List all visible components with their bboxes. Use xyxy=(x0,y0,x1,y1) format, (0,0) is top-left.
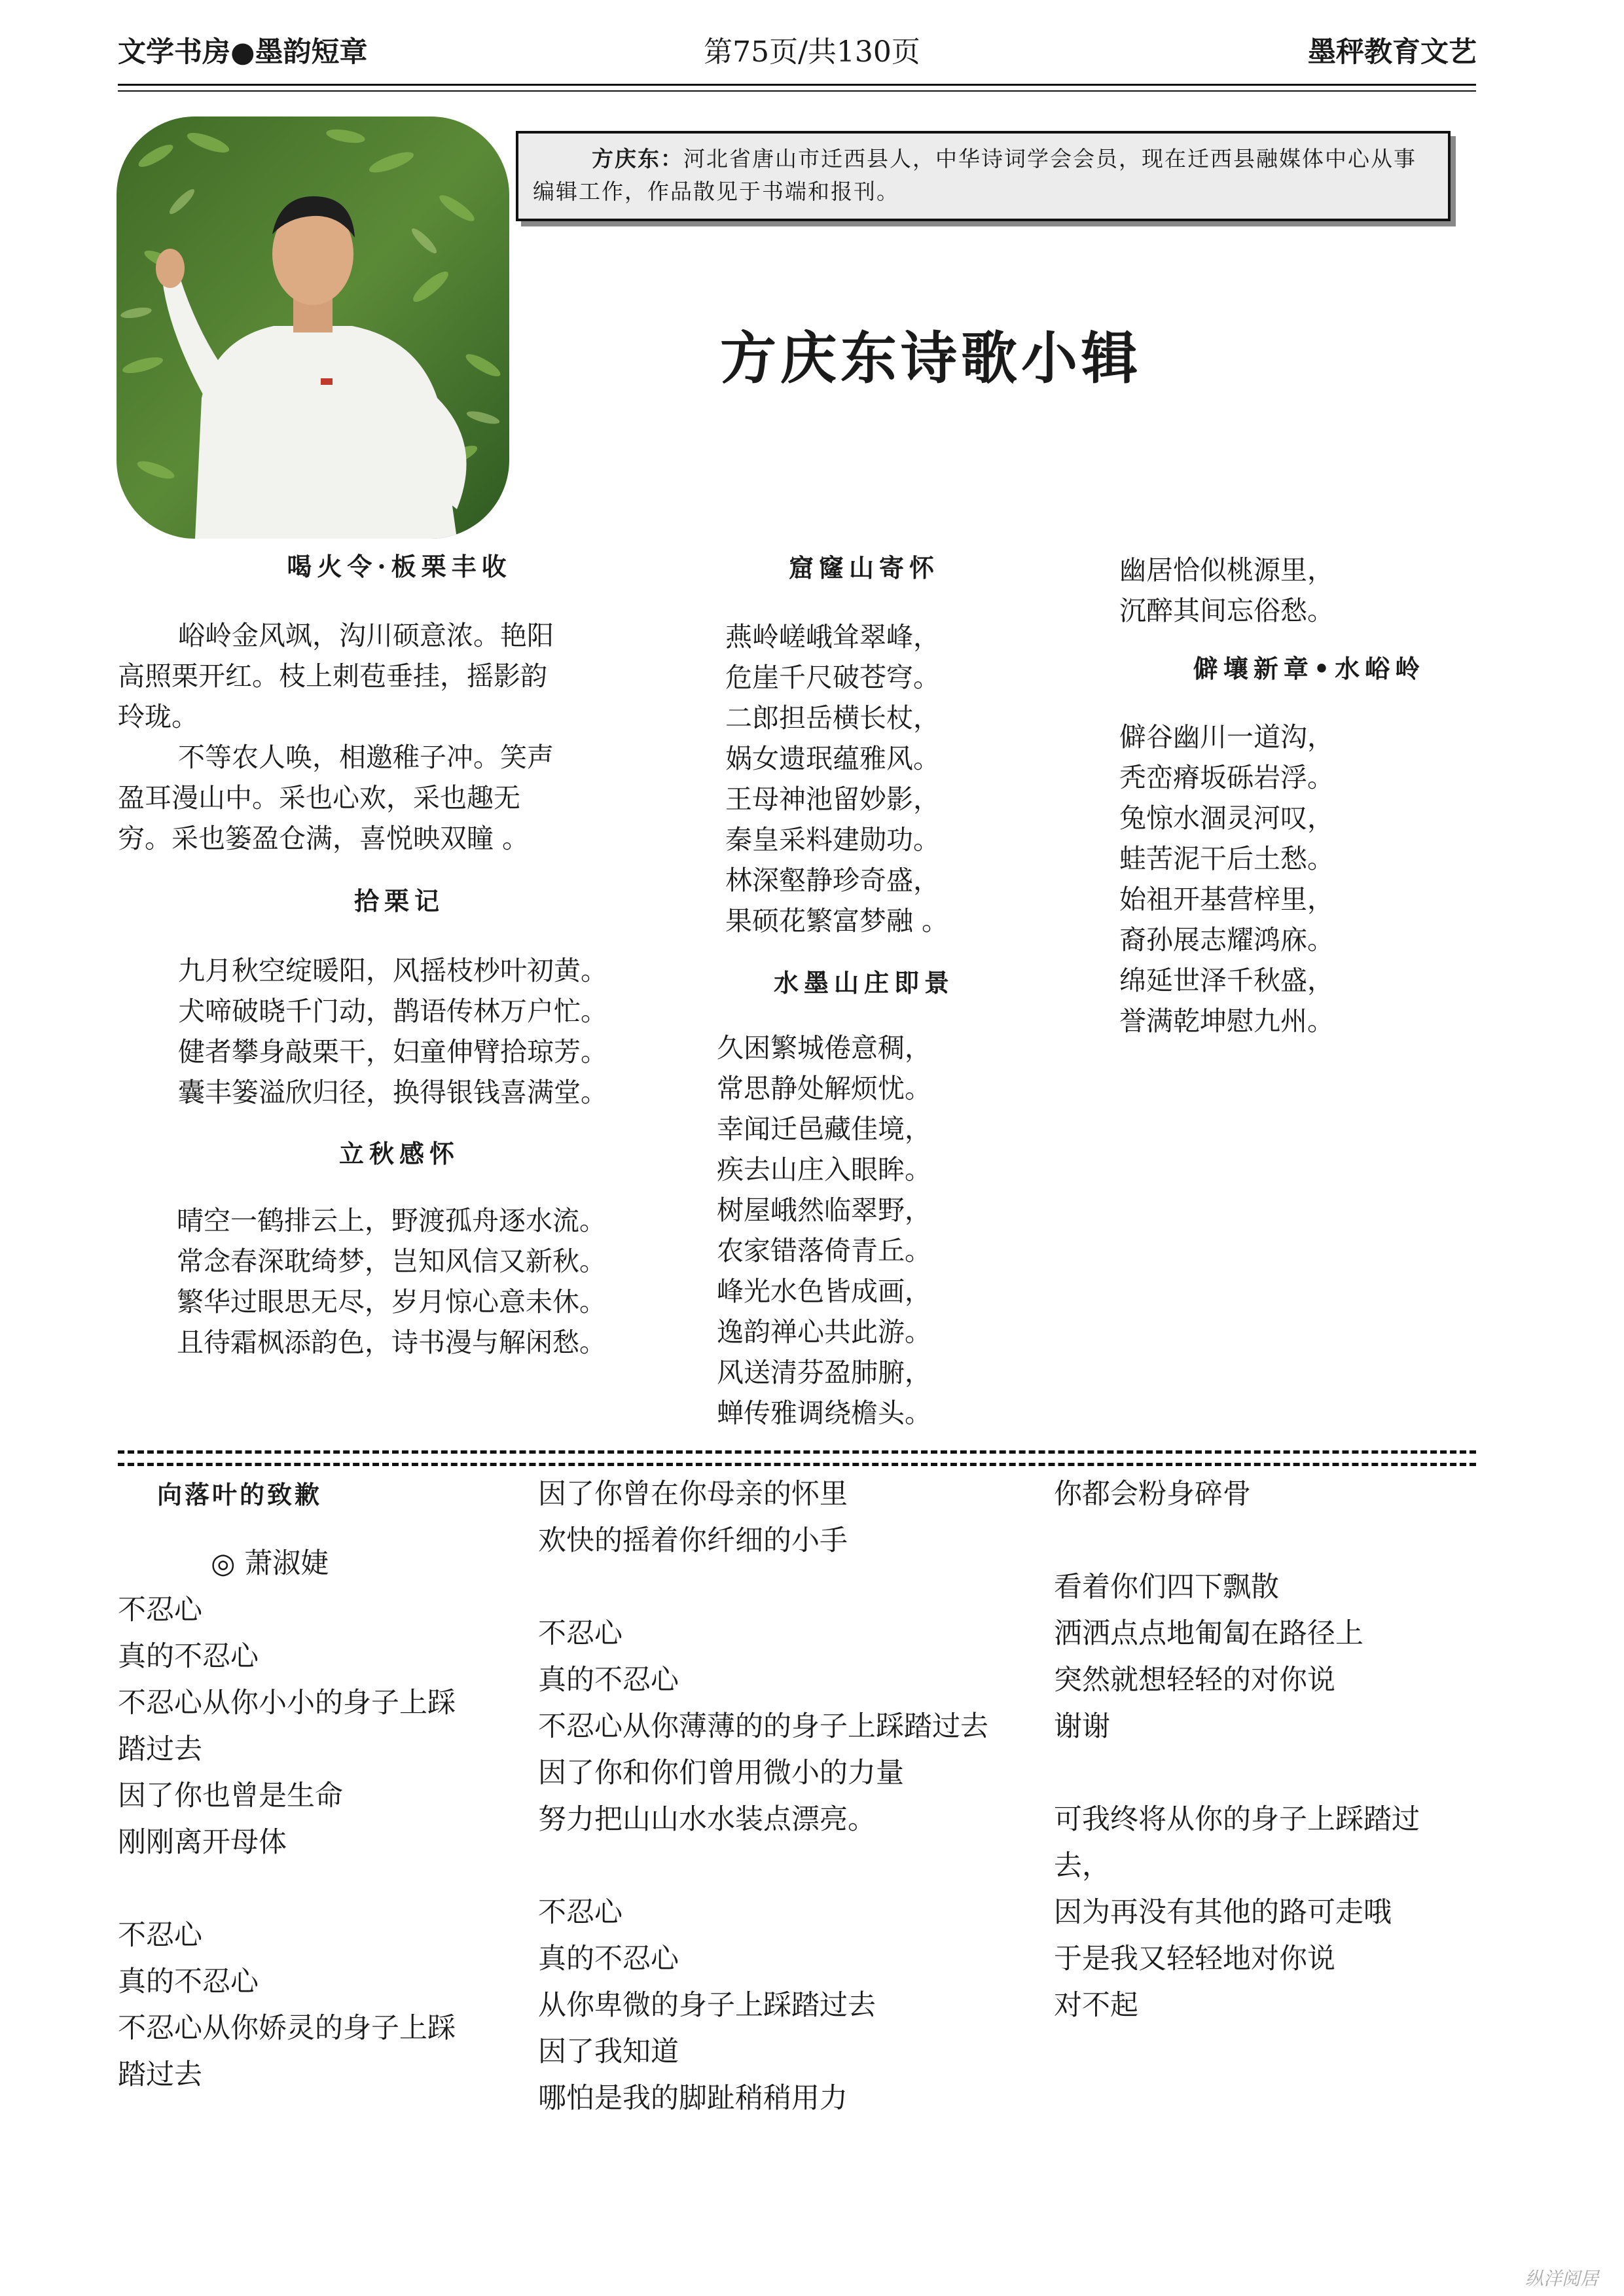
poem-line: 常思静处解烦忧。 xyxy=(717,1073,931,1104)
poem-line: 真的不忍心 xyxy=(118,1965,259,1998)
poem-line xyxy=(538,1564,988,1611)
poem-line: 因为再没有其他的路可走哦 xyxy=(1054,1896,1392,1929)
poem-line: 不忍心从你小小的身子上踩 xyxy=(118,1687,456,1719)
poem-luoye-col3 xyxy=(1054,1471,1420,2029)
poem-line: 对不起 xyxy=(1054,1989,1138,2022)
poem-title-kulongshan: 窟窿山寄怀 xyxy=(788,553,939,583)
poem-line: 常念春深耽绮梦，岂知风信又新秋。 xyxy=(177,1246,606,1277)
poem-title-luoye: 向落叶的致歉 xyxy=(157,1480,323,1509)
poem-line: 秦皇采料建勋功。 xyxy=(725,824,940,855)
poem-line: 于是我又轻轻地对你说 xyxy=(1054,1943,1335,1975)
poem-line: 誉满乾坤慰九州。 xyxy=(1119,1005,1334,1037)
poem-line: 繁华过眼思无尽，岁月惊心意未休。 xyxy=(177,1286,606,1318)
poem-line: 果硕花繁富梦融 。 xyxy=(725,905,949,937)
poem-line: 僻谷幽川一道沟， xyxy=(1119,721,1334,753)
poem-line: 努力把山山水水装点漂亮。 xyxy=(538,1803,876,1836)
poem-title-shuiyuling: 僻壤新章•水峪岭 xyxy=(1193,654,1426,683)
poem-line: 始祖开基营梓里， xyxy=(1119,884,1334,915)
author-bio-box xyxy=(516,131,1451,221)
poem-line: 刚刚离开母体 xyxy=(118,1826,287,1859)
poem-line: 久困繁城倦意稠， xyxy=(717,1032,931,1064)
poem-line: 且待霜枫添韵色，诗书漫与解闲愁。 xyxy=(177,1327,606,1358)
poem-line: 欢快的摇着你纤细的小手 xyxy=(538,1524,848,1557)
poem-line: 因了我知道 xyxy=(538,2036,679,2068)
poem-line: 峰光水色皆成画， xyxy=(717,1276,931,1307)
poem-liqiu xyxy=(177,1200,606,1363)
poem-line: 树屋峨然临翠野， xyxy=(717,1194,931,1226)
poem-line xyxy=(1054,1750,1420,1797)
poem-line: 因了你也曾是生命 xyxy=(118,1780,343,1812)
poem-line: 真的不忍心 xyxy=(538,1943,679,1975)
poem-line: 因了你曾在你母亲的怀里 xyxy=(538,1478,848,1511)
poem-line: 盈耳漫山中。采也心欢，采也趣无 xyxy=(118,782,520,814)
poem-line: 真的不忍心 xyxy=(118,1640,259,1673)
poem-luoye-col1 xyxy=(118,1587,456,2098)
header-right-title: 墨秤教育文艺 xyxy=(1308,36,1477,69)
poem-line: 蛙苦泥干后土愁。 xyxy=(1119,843,1334,874)
poem-title-shuimo: 水墨山庄即景 xyxy=(773,968,954,997)
poem-line: 幽居恰似桃源里， xyxy=(1119,554,1334,586)
poem-line: 穷。采也篓盈仓满，喜悦映双瞳 。 xyxy=(118,823,530,854)
header-rule-bottom xyxy=(118,90,1476,92)
poem-line: 你都会粉身碎骨 xyxy=(1054,1478,1251,1511)
poem-line: 真的不忍心 xyxy=(538,1664,679,1696)
poem-line: 九月秋空绽暖阳，风摇枝杪叶初黄。 xyxy=(178,955,607,986)
poem-line xyxy=(1054,1518,1420,1564)
poem-line: 林深壑静珍奇盛， xyxy=(725,865,940,896)
author-name: 方庆东： xyxy=(592,146,683,171)
poem-line: 绵延世泽千秋盛， xyxy=(1119,965,1334,996)
poem-line: 不忍心从你薄薄的的身子上踩踏过去 xyxy=(538,1710,988,1743)
poem-line: 谢谢 xyxy=(1054,1710,1110,1743)
poem-line: 看着你们四下飘散 xyxy=(1054,1571,1279,1604)
header-left-title: 文学书房●墨韵短章 xyxy=(118,36,368,69)
poem-line: 不忍心 xyxy=(538,1617,623,1650)
header-rule-top xyxy=(118,84,1476,86)
author-bio xyxy=(533,143,1434,208)
collection-title: 方庆东诗歌小辑 xyxy=(720,325,1142,391)
poem-author: ◎ 萧淑婕 xyxy=(211,1547,329,1580)
poem-line: 不忍心 xyxy=(118,1594,202,1626)
poem-line: 洒洒点点地匍匐在路径上 xyxy=(1054,1617,1363,1650)
poem-shuiyuling xyxy=(1119,717,1334,1041)
poem-line: 危崖千尺破苍穹。 xyxy=(725,662,940,693)
poem-line: 不忍心从你娇灵的身子上踩 xyxy=(118,2012,456,2045)
poem-line: 幸闻迁邑藏佳境， xyxy=(717,1113,931,1145)
author-bio-text: 河北省唐山市迁西县人，中华诗词学会会员，现在迁西县融媒体中心从事编辑工作，作品散见于书端和报刊。 xyxy=(533,146,1416,204)
poem-hehuoling xyxy=(118,615,602,859)
poem-line: 犬啼破晓千门动，鹊语传林万户忙。 xyxy=(178,996,607,1027)
poem-line: 燕岭嵯峨耸翠峰， xyxy=(725,621,940,653)
poem-line: 玲珑。 xyxy=(118,701,198,732)
poem-line: 兔惊水涸灵河叹， xyxy=(1119,802,1334,834)
poem-line: 峪岭金风飒，沟川硕意浓。艳阳 xyxy=(178,620,554,651)
poem-line: 逸韵禅心共此游。 xyxy=(717,1316,931,1348)
poem-line: 不忍心 xyxy=(118,1919,202,1952)
poem-title-liqiu: 立秋感怀 xyxy=(338,1139,460,1168)
poem-line: 风送清芬盈肺腑， xyxy=(717,1357,931,1388)
watermark: 纵洋阅居 xyxy=(1525,2268,1599,2289)
section-divider xyxy=(118,1450,1476,1473)
poem-line: 可我终将从你的身子上踩踏过 xyxy=(1054,1803,1420,1836)
poem-line: 高照栗开红。枝上刺苞垂挂，摇影韵 xyxy=(118,660,547,692)
poem-line: 不忍心 xyxy=(538,1896,623,1929)
page-number: 第75页/共130页 xyxy=(704,35,920,69)
poem-line: 二郎担岳横长杖， xyxy=(725,702,940,734)
poem-line: 沉醉其间忘俗愁。 xyxy=(1119,595,1334,626)
poem-line xyxy=(118,1866,456,1912)
poem-line: 晴空一鹤排云上，野渡孤舟逐水流。 xyxy=(177,1205,606,1236)
poem-line: 从你卑微的身子上踩踏过去 xyxy=(538,1989,876,2022)
author-photo xyxy=(117,117,509,539)
poem-line: 因了你和你们曾用微小的力量 xyxy=(538,1757,904,1789)
poem-line: 秃峦瘠坂砾岩浮。 xyxy=(1119,762,1334,793)
poem-kulongshan xyxy=(725,617,948,941)
poem-line: 去， xyxy=(1054,1850,1110,1882)
poem-line: 娲女遗珉蕴雅风。 xyxy=(725,743,940,774)
poem-line xyxy=(538,1843,988,1890)
poem-shuimo-continued xyxy=(1119,550,1334,631)
poem-title-hehuoling: 喝火令·板栗丰收 xyxy=(287,552,512,581)
poem-line: 蝉传雅调绕檐头。 xyxy=(717,1397,931,1429)
poem-luoye-col2 xyxy=(538,1471,988,2122)
poem-line: 健者攀身敲栗干，妇童伸臂拾琼芳。 xyxy=(178,1036,607,1067)
poem-shuimo xyxy=(717,1028,931,1433)
poem-line: 哪怕是我的脚趾稍稍用力 xyxy=(538,2082,848,2115)
poem-line: 疾去山庄入眼眸。 xyxy=(717,1154,931,1185)
poem-line: 不等农人唤，相邀稚子冲。笑声 xyxy=(178,742,554,773)
poem-line: 踏过去 xyxy=(118,2058,202,2091)
poem-line: 王母神池留妙影， xyxy=(725,783,940,815)
poem-line: 囊丰篓溢欣归径，换得银钱喜满堂。 xyxy=(178,1077,607,1108)
poem-shili xyxy=(178,950,607,1113)
poem-line: 踏过去 xyxy=(118,1733,202,1766)
poem-line: 裔孙展志耀鸿庥。 xyxy=(1119,924,1334,956)
poem-title-shili: 拾栗记 xyxy=(353,886,444,916)
poem-line: 突然就想轻轻的对你说 xyxy=(1054,1664,1335,1696)
poem-line: 农家错落倚青丘。 xyxy=(717,1235,931,1266)
